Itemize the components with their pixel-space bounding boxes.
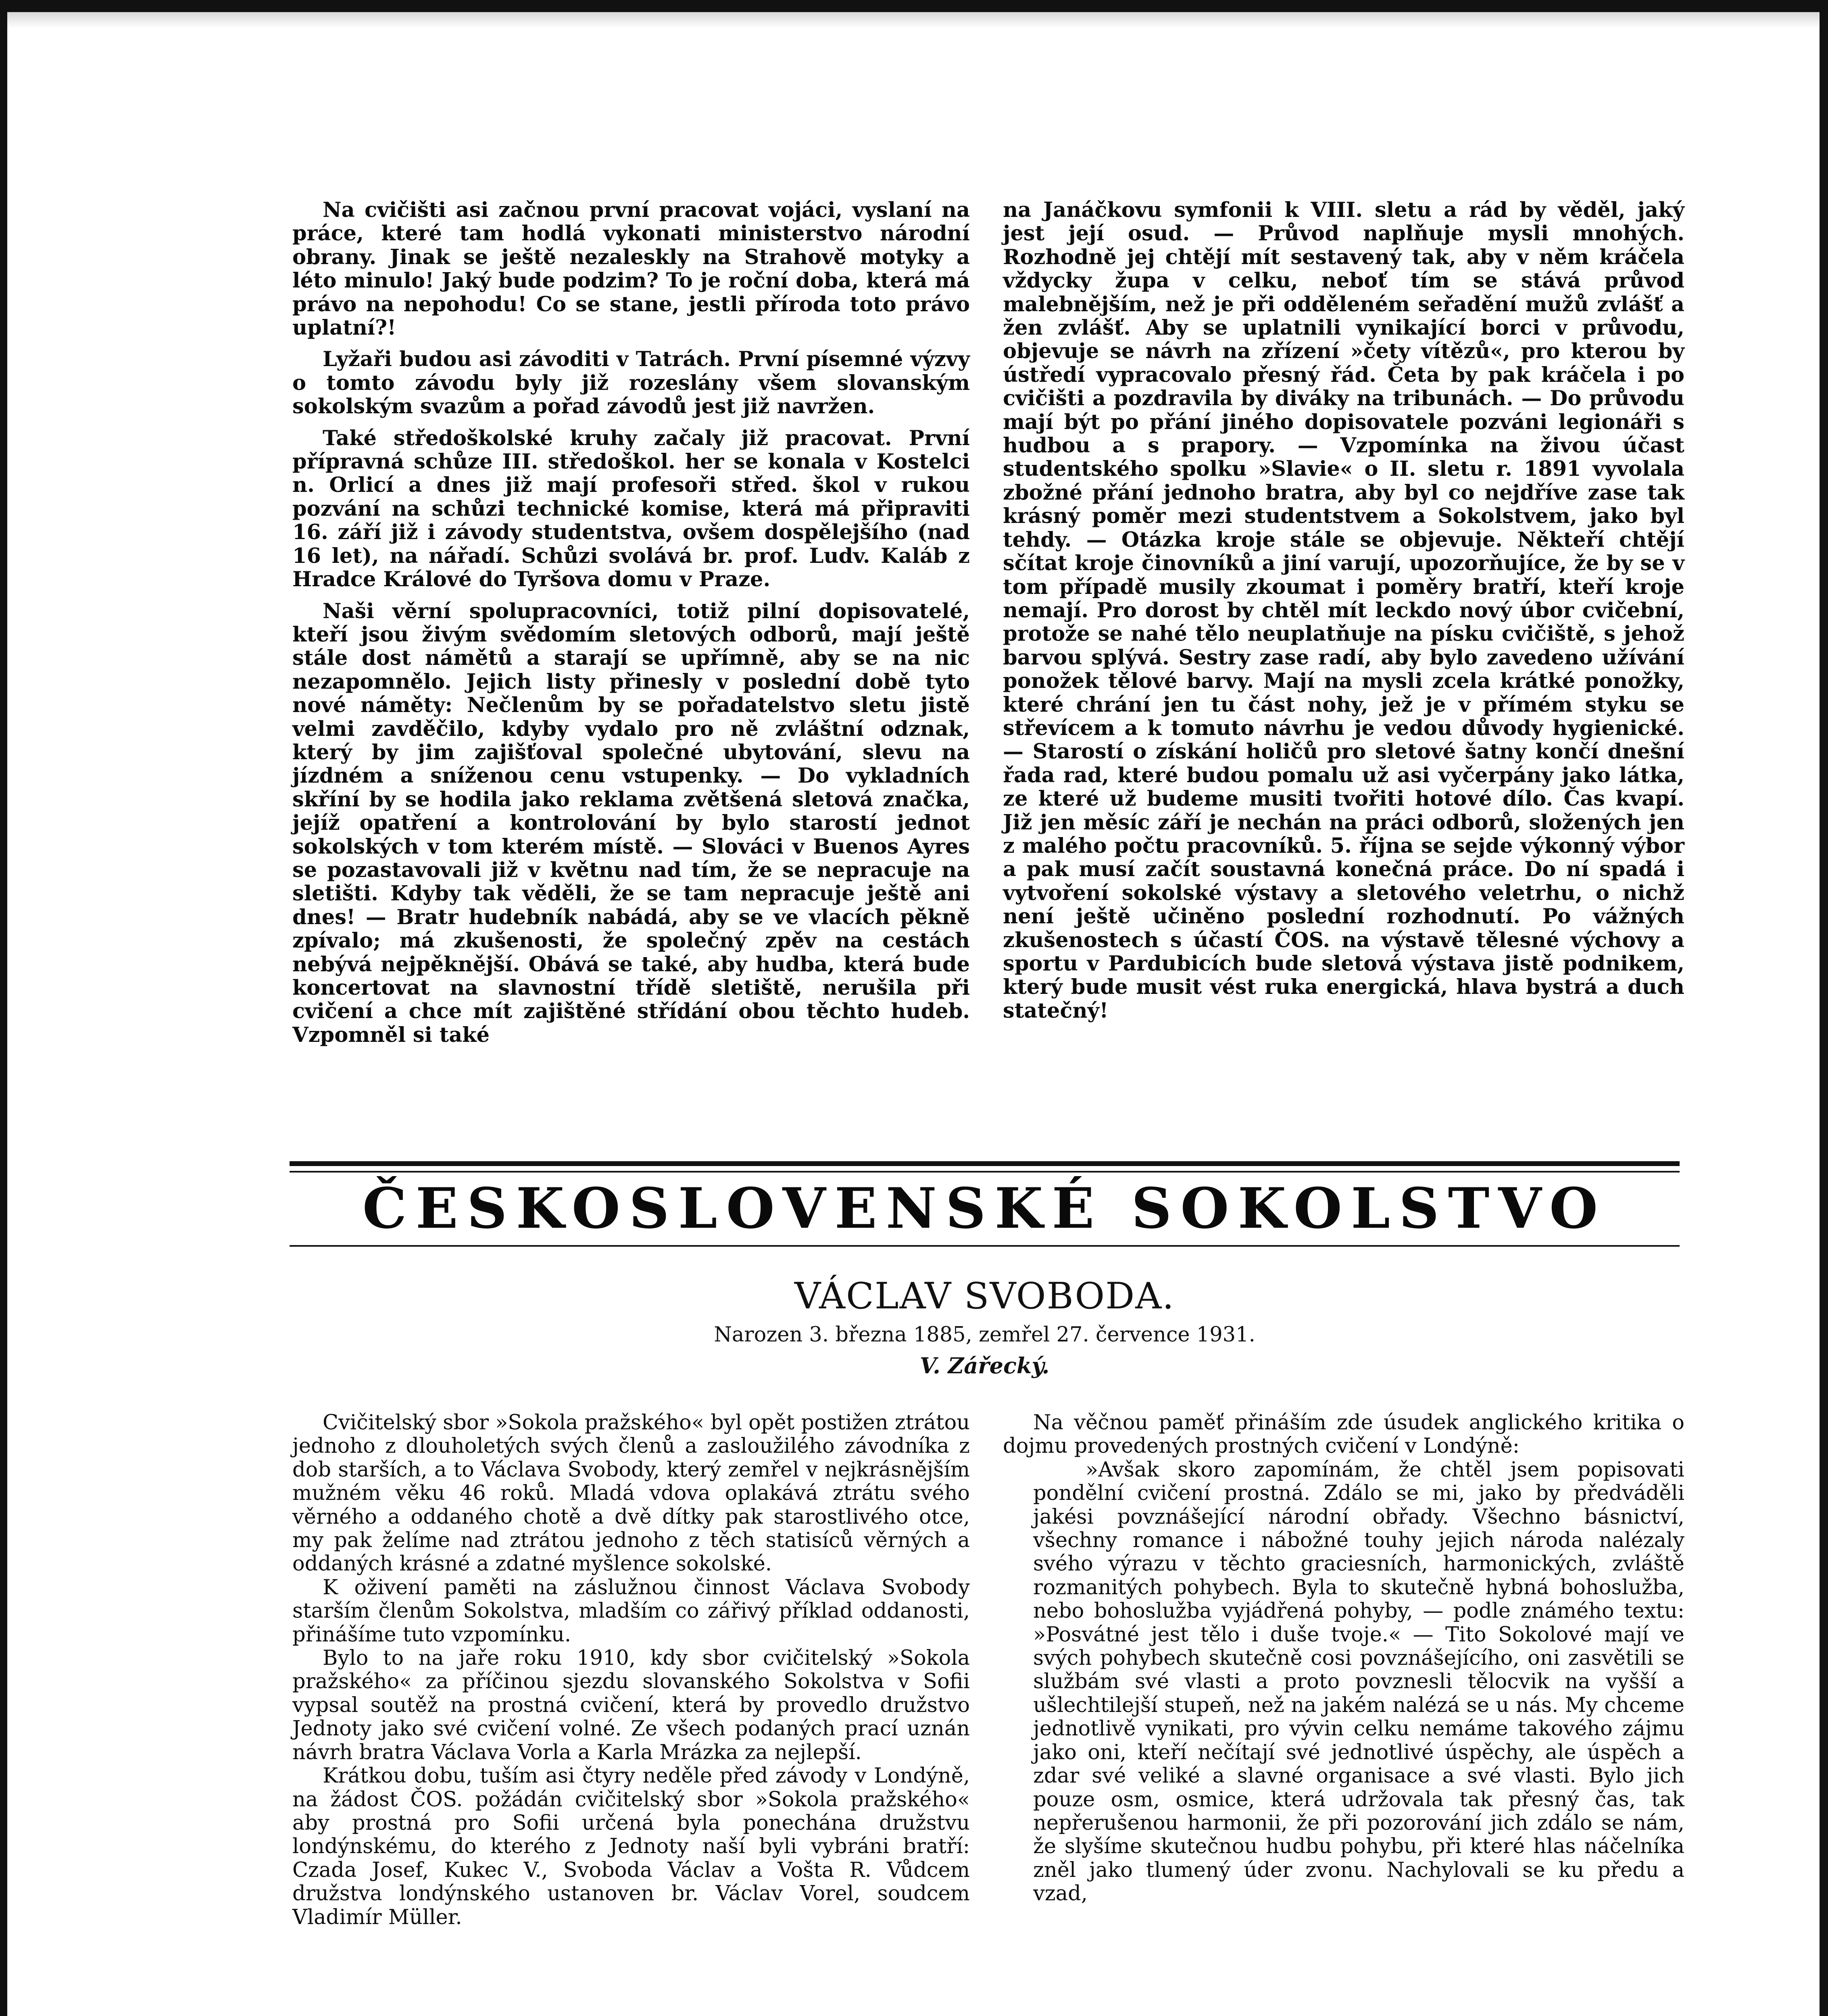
section-rule-thin xyxy=(290,1171,1680,1173)
paragraph: K oživení paměti na záslužnou činnost Václava Svobody starším členům Sokolstva, mladším co zářivý příklad oddanosti, přinášíme tuto vzpomínku. xyxy=(292,1575,970,1647)
paragraph: Bylo to na jaře roku 1910, kdy sbor cvičitelský »Sokola pražského« za příčinou sjezdu slovanského Sokolstva v Sofii vypsal soutěž na prostná cvičení, která by provedlo družstvo Jednoty jako své cvičení volné. Ze všech podaných prací uznán návrh bratra Václava Vorla a Karla Mrázka za nejlepší. xyxy=(292,1646,970,1764)
section-title: ČESKOSLOVENSKÉ SOKOLSTVO xyxy=(362,1175,1607,1241)
paragraph: Cvičitelský sbor »Sokola pražského« byl opět postižen ztrátou jednoho z dlouholetých svých členů a zasloužilého závodníka z dob starších, a to Václava Svobody, který zemřel v nejkrásnějším mužném věku 46 roků. Mladá vdova oplakává ztrátu svého věrného a oddaného chotě a dvě dítky pak starostlivého otce, my pak želíme nad ztrátou jednoho z těch statisíců věrných a oddaných krásné a zdatné myšlence sokolské. xyxy=(292,1411,970,1576)
section-rule-bottom xyxy=(290,1245,1680,1247)
top-left-column xyxy=(292,198,970,1047)
scan-border-left xyxy=(0,0,7,2016)
paragraph: na Janáčkovu symfonii k VIII. sletu a rád by věděl, jaký jest její osud. — Průvod naplňuje mysli mnohých. Rozhodně jej chtějí mít sestavený tak, aby v něm kráčela vždycky župa v celku, neboť tím se stává průvod malebnějším, než je při odděleném seřadění mužů zvlášť a žen zvlášť. Aby se uplatnili vynikající borci v průvodu, objevuje se návrh na zřízení »čety vítězů«, pro kterou by ústředí vypracovalo přesný řád. Četa by pak kráčela i po cvičišti a pozdravila by diváky na tribunách. — Do průvodu mají být po přání jiného dopisovatele pozváni legionáři s hudbou a s prapory. — Vzpomínka na živou účast studentského spolku »Slavie« o II. sletu r. 1891 vyvolala zbožné přání jednoho bratra, aby byl co nejdříve zase tak krásný poměr mezi studentstvem a Sokolstvem, jako byl tehdy. — Otázka kroje stále se objevuje. Někteří chtějí sčítat kroje činovníků a jiní varují, upozorňujíce, že by se v tom případě musily zkoumat i poměry bratří, kteří kroje nemají. Pro dorost by chtěl mít leckdo nový úbor cvičební, protože se nahé tělo neuplatňuje na písku cvičiště, s jehož barvou splývá. Sestry zase radí, aby bylo zavedeno užívání ponožek tělové barvy. Mají na mysli zcela krátké ponožky, které chrání jen tu část nohy, jež je v přímém styku se střevícem a k tomuto návrhu je vedou důvody hygienické. — Starostí o získání holičů pro sletové šatny končí dnešní řada rad, které budou pomalu už asi vyčerpány jako látka, ze které už budeme musiti tvořiti hotové dílo. Čas kvapí. Již jen měsíc září je nechán na práci odborů, složených jen z malého počtu pracovníků. 5. října se sejde výkonný výbor a pak musí začít soustavná konečná práce. Do ní spadá i vytvoření sokolské výstavy a sletového veletrhu, o nichž není ještě učiněno poslední rozhodnutí. Po vážných zkušenostech s účastí ČOS. na výstavě tělesné výchovy a sportu v Pardubicích bude sletová výstava jistě podnikem, který bude musit vést ruka energická, hlava bystrá a duch statečný! xyxy=(1003,198,1684,1023)
paragraph: Naši věrní spolupracovníci, totiž pilní dopisovatelé, kteří jsou živým svědomím sletových odborů, mají ještě stále dost námětů a starají se upřímně, aby se na nic nezapomnělo. Jejich listy přinesly v poslední době tyto nové náměty: Nečlenům by se pořadatelstvo sletu jistě velmi zavděčilo, kdyby vydalo pro ně zvláštní odznak, který by jim zajišťoval společné ubytování, slevu na jízdném a sníženou cenu vstupenky. — Do vykladních skříní by se hodila jako reklama zvětšená sletová značka, jejíž opatření a kontrolování by bylo starostí jednot sokolských v tom kterém místě. — Slováci v Buenos Ayres se pozastavovali již v květnu nad tím, že se nepracuje na sletišti. Kdyby tak věděli, že se tam nepracuje ještě ani dnes! — Bratr hudebník nabádá, aby se ve vlacích pěkně zpívalo; má zkušenosti, že společný zpěv na cestách nebývá nejpěknější. Obává se také, aby hudba, která bude koncertovat na slavnostní třídě sletiště, nerušila při cvičení a chce mít zajištěné střídání obou těchto hudeb. Vzpomněl si také xyxy=(292,599,970,1047)
article-left-column xyxy=(292,1411,970,1929)
article-right-column xyxy=(1003,1411,1684,1906)
article-dates: Narozen 3. března 1885, zemřel 27. července 1931. xyxy=(714,1323,1255,1347)
paragraph: Lyžaři budou asi závoditi v Tatrách. První písemné výzvy o tomto závodu byly již rozeslány všem slovanským sokolským svazům a pořad závodů jest již navržen. xyxy=(292,347,970,419)
section-rule-thick xyxy=(290,1161,1680,1166)
scan-shadow xyxy=(7,12,1820,28)
paragraph: Na věčnou paměť přináším zde úsudek anglického kritika o dojmu provedených prostných cvičení v Londýně: xyxy=(1003,1411,1684,1458)
paragraph: Na cvičišti asi začnou první pracovat vojáci, vyslaní na práce, které tam hodlá vykonati ministerstvo národní obrany. Jinak se ještě nezaleskly na Strahově motyky a léto minulo! Jaký bude podzim? To je roční doba, která má právo na nepohodu! Co se stane, jestli příroda toto právo uplatní?! xyxy=(292,198,970,340)
paragraph: Také středoškolské kruhy začaly již pracovat. První přípravná schůze III. středoškol. her se konala v Kostelci n. Orlicí a dnes již mají profesoři střed. škol v rukou pozvání na schůzi technické komise, která má připraviti 16. září již i závody studentstva, ovšem dospělejšího (nad 16 let), na nářadí. Schůzi svolává br. prof. Ludv. Kaláb z Hradce Králové do Tyršova domu v Praze. xyxy=(292,426,970,592)
quote-paragraph: »Avšak skoro zapomínám, že chtěl jsem popisovati pondělní cvičení prostná. Zdálo se mi, jako by předváděli jakési povznášející národní obřady. Všechno básnictví, všechny romance i nábožné touhy jejich národa nalézaly svého výrazu v těchto graciesních, harmonických, zvláště rozmanitých pohybech. Byla to skutečně hybná bohoslužba, nebo bohoslužba vyjádřená pohyby, — podle známého textu: »Posvátné jest tělo i duše tvoje.« — Tito Sokolové mají ve svých pohybech skutečně cosi povznášejícího, oni zasvětili se službám své vlasti a proto povznesli tělocvik na vyšší a ušlechtilejší stupeň, než na jakém nalézá se u nás. My chceme jednotlivě vynikati, pro vývin celku nemáme takového zájmu jako oni, kteří nečítají své jednotlivé úspěchy, ale úspěch a zdar své veliké a slavné organisace a své vlasti. Bylo jich pouze osm, osmice, která udržovala tak přesný čas, tak nepřerušenou harmonii, že při pozorování jich zdálo se nám, že slyšíme skutečnou hudbu pohybu, při které hlas náčelníka zněl jako tlumený úder zvonu. Nachylovali se ku předu a vzad, xyxy=(1033,1458,1684,1906)
paragraph: Krátkou dobu, tuším asi čtyry neděle před závody v Londýně, na žádost ČOS. požádán cvičitelský sbor »Sokola pražského« aby prostná pro Sofii určená byla ponechána družstvu londýnskému, do kterého z Jednoty naší byli vybráni bratří: Czada Josef, Kukec V., Svoboda Václav a Vošta R. Vůdcem družstva londýnského ustanoven br. Václav Vorel, soudcem Vladimír Müller. xyxy=(292,1764,970,1929)
article-author: V. Zářecký. xyxy=(919,1353,1050,1379)
article-title: VÁCLAV SVOBODA. xyxy=(794,1275,1175,1317)
scan-border-right xyxy=(1820,0,1828,2016)
scan-border-top xyxy=(0,0,1828,12)
top-right-column xyxy=(1003,198,1684,1023)
